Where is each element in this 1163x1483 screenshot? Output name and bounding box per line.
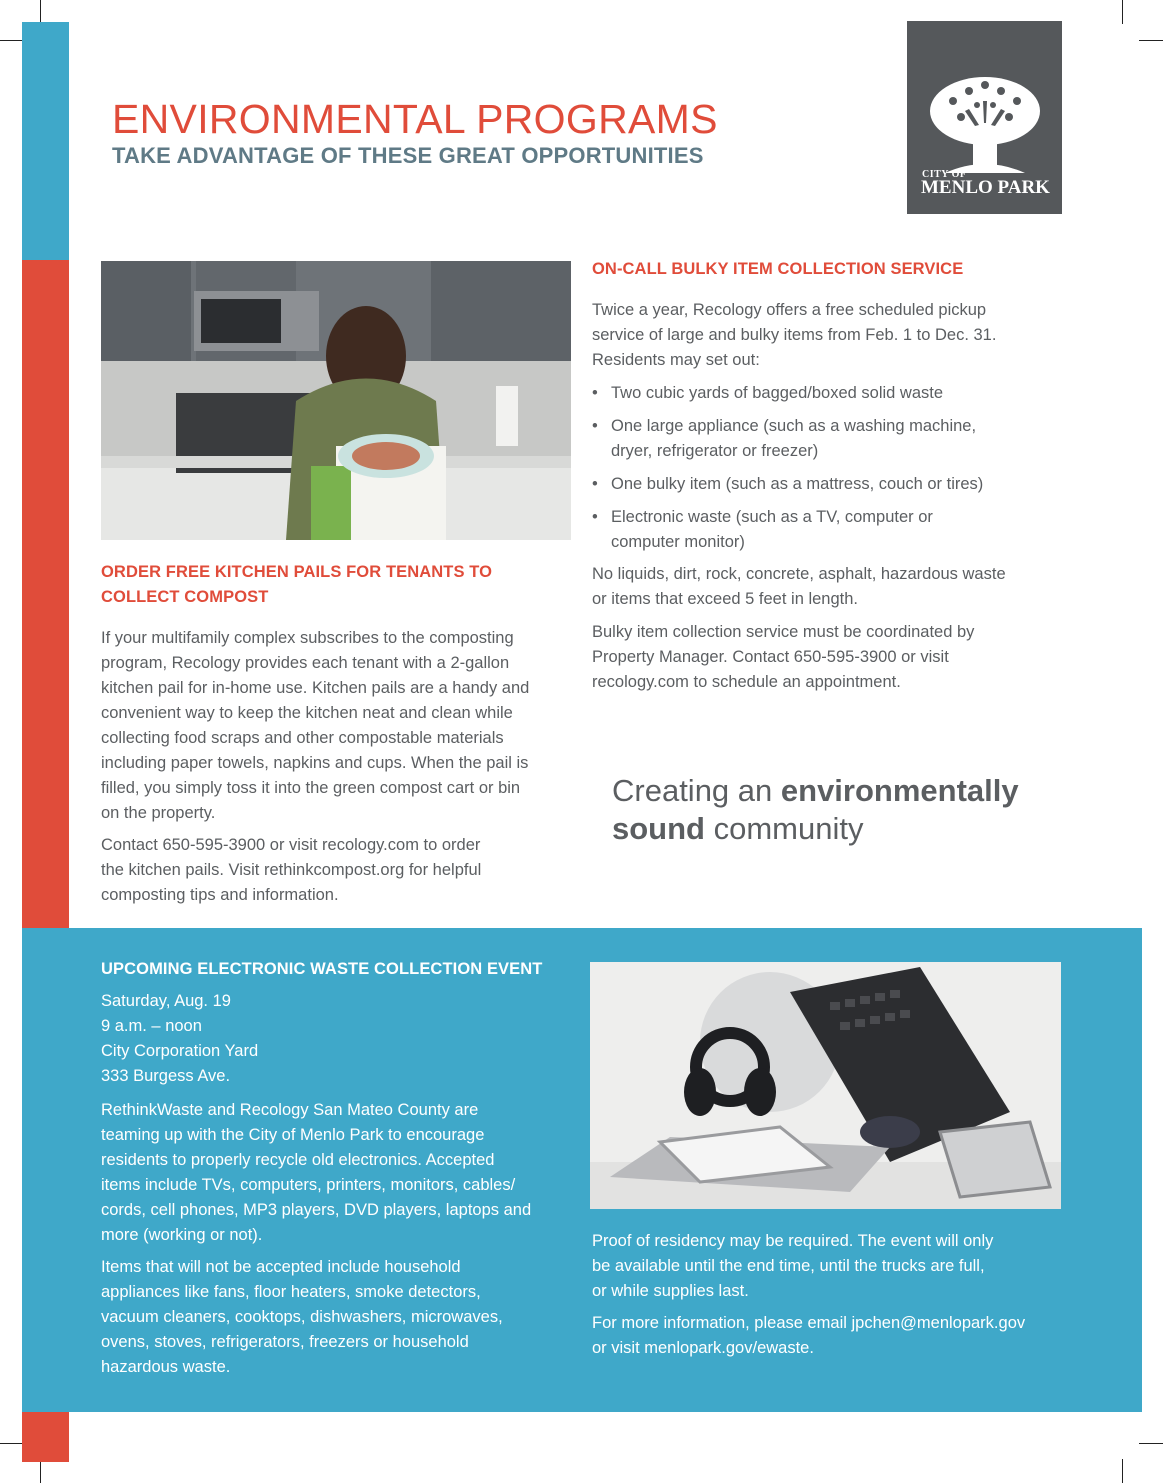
text-line: service of large and bulky items from Feb. 1 to Dec. 31. <box>592 326 997 344</box>
kitchen-pails-body <box>101 626 529 826</box>
bulky-coordination <box>592 620 974 695</box>
text-line: vacuum cleaners, cooktops, dishwashers, microwaves, <box>101 1308 503 1326</box>
crop-mark <box>40 0 41 24</box>
crop-mark <box>1122 0 1123 24</box>
text-line: computer monitor) <box>611 533 745 551</box>
text-line: No liquids, dirt, rock, concrete, asphalt, hazardous waste <box>592 565 1006 583</box>
text-line: or visit menlopark.gov/ewaste. <box>592 1339 814 1357</box>
bulky-intro <box>592 298 996 373</box>
text-line: including paper towels, napkins and cups. When the pail is <box>101 754 529 772</box>
text-line: cords, cell phones, MP3 players, DVD players, laptops and <box>101 1201 532 1219</box>
ewaste-details <box>101 989 258 1089</box>
side-bar-red-bottom <box>22 1412 69 1462</box>
text-line: convenient way to keep the kitchen neat and clean while <box>101 704 513 722</box>
crop-mark <box>0 1443 24 1444</box>
logo-name: MENLO PARK <box>921 177 1050 198</box>
text-line: teaming up with the City of Menlo Park to encourage <box>101 1126 485 1144</box>
text-line: or while supplies last. <box>592 1282 749 1300</box>
tagline-bold: sound <box>612 811 705 846</box>
crop-mark <box>40 1459 41 1483</box>
ewaste-heading: UPCOMING ELECTRONIC WASTE COLLECTION EVENT <box>101 960 543 978</box>
side-bar-blue <box>22 22 69 260</box>
text-line: appliances like fans, floor heaters, smoke detectors, <box>101 1283 481 1301</box>
text-line: • Electronic waste (such as a TV, computer or <box>611 508 933 526</box>
text-line: be available until the end time, until the trucks are full, <box>592 1257 985 1275</box>
text-line: • Two cubic yards of bagged/boxed solid waste <box>611 384 944 402</box>
crop-mark <box>1122 1459 1123 1483</box>
text-line: kitchen pail for in-home use. Kitchen pails are a handy and <box>101 679 530 697</box>
logo-city-of: CITY OF <box>922 169 967 180</box>
text-line: filled, you simply toss it into the green compost cart or bin <box>101 779 521 797</box>
crop-mark <box>1139 40 1163 41</box>
text-line: more (working or not). <box>101 1226 263 1244</box>
kitchen-compost-photo <box>101 261 571 540</box>
text-line: program, Recology provides each tenant with a 2-gallon <box>101 654 510 672</box>
text-line: Residents may set out: <box>592 351 760 369</box>
text-line: • One large appliance (such as a washing machine, <box>611 417 977 435</box>
list-item <box>592 414 983 464</box>
heading-line: COLLECT COMPOST <box>101 588 269 606</box>
kitchen-pails-heading <box>101 560 492 610</box>
crop-mark <box>1139 1443 1163 1444</box>
text-line: dryer, refrigerator or freezer) <box>611 442 819 460</box>
crop-mark <box>0 40 24 41</box>
text-line: RethinkWaste and Recology San Mateo County are <box>101 1101 479 1119</box>
text-line: Twice a year, Recology offers a free scheduled pickup <box>592 301 987 319</box>
tagline-bold: environmentally <box>780 773 1019 808</box>
text-line: items include TVs, computers, printers, monitors, cables/ <box>101 1176 516 1194</box>
text-line: collecting food scraps and other compostable materials <box>101 729 504 747</box>
ewaste-residency <box>592 1229 993 1304</box>
list-item <box>592 505 983 555</box>
menlo-park-logo <box>907 21 1062 214</box>
text-line: composting tips and information. <box>101 886 339 904</box>
text-line: recology.com to schedule an appointment. <box>592 673 901 691</box>
electronics-photo <box>590 962 1061 1209</box>
list-item <box>592 381 983 406</box>
text-line: hazardous waste. <box>101 1358 231 1376</box>
bulky-exclusions <box>592 562 1006 612</box>
bulky-items-list <box>592 381 983 563</box>
event-date: Saturday, Aug. 19 <box>101 992 231 1010</box>
text-line: or items that exceed 5 feet in length. <box>592 590 858 608</box>
text-line: Property Manager. Contact 650-595-3900 or visit <box>592 648 949 666</box>
side-bar-red <box>22 260 69 928</box>
text-line: Bulky item collection service must be coordinated by <box>592 623 975 641</box>
tagline <box>612 772 1019 848</box>
text-line: For more information, please email jpchen@menlopark.gov <box>592 1314 1026 1332</box>
text-line: If your multifamily complex subscribes to the composting <box>101 629 514 647</box>
oak-tree-icon <box>925 71 1045 176</box>
ewaste-not-accepted <box>101 1255 503 1380</box>
heading-line: ORDER FREE KITCHEN PAILS FOR TENANTS TO <box>101 563 493 581</box>
event-location: City Corporation Yard <box>101 1042 259 1060</box>
text-line: Contact 650-595-3900 or visit recology.com to order <box>101 836 481 854</box>
ewaste-info <box>592 1311 1025 1361</box>
page-subtitle: TAKE ADVANTAGE OF THESE GREAT OPPORTUNITIES <box>112 143 704 168</box>
kitchen-pails-contact <box>101 833 481 908</box>
bulky-heading: ON-CALL BULKY ITEM COLLECTION SERVICE <box>592 260 964 278</box>
tagline-text: community <box>705 811 864 846</box>
page-title: ENVIRONMENTAL PROGRAMS <box>112 96 718 142</box>
text-line: • One bulky item (such as a mattress, couch or tires) <box>611 475 984 493</box>
text-line: residents to properly recycle old electronics. Accepted <box>101 1151 495 1169</box>
text-line: the kitchen pails. Visit rethinkcompost.org for helpful <box>101 861 482 879</box>
list-item <box>592 472 983 497</box>
tagline-text: Creating an <box>612 773 781 808</box>
text-line: Items that will not be accepted include household <box>101 1258 461 1276</box>
ewaste-description <box>101 1098 531 1248</box>
event-time: 9 a.m. – noon <box>101 1017 202 1035</box>
text-line: ovens, stoves, refrigerators, freezers or household <box>101 1333 469 1351</box>
text-line: Proof of residency may be required. The event will only <box>592 1232 994 1250</box>
event-address: 333 Burgess Ave. <box>101 1067 231 1085</box>
text-line: on the property. <box>101 804 216 822</box>
